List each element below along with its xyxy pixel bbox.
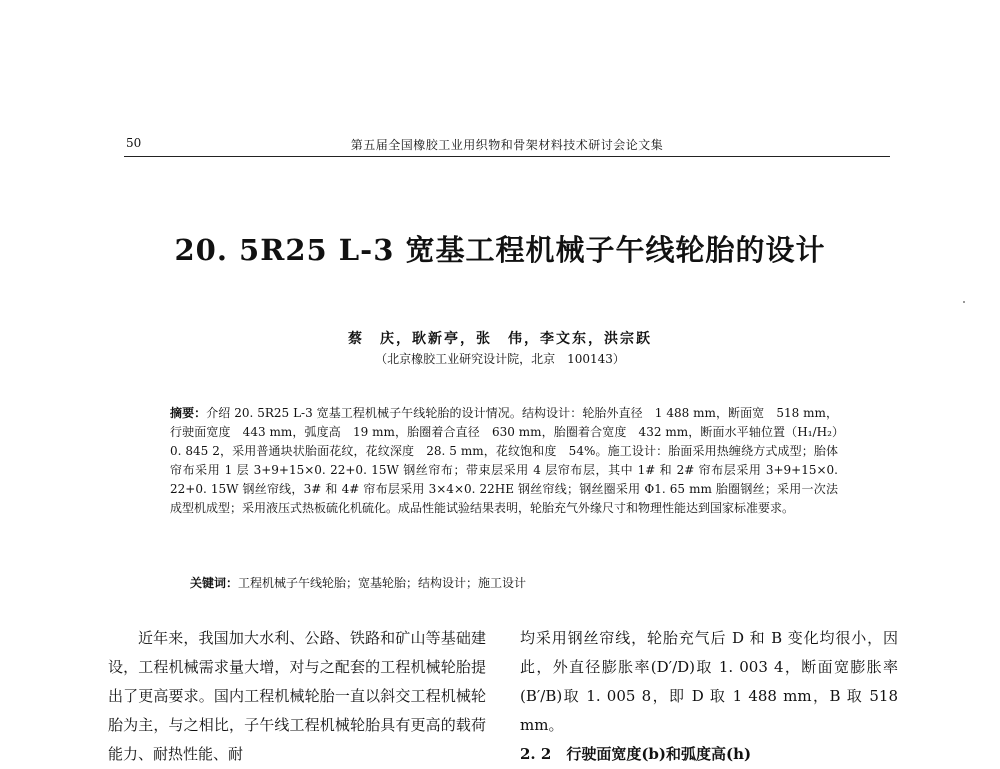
body-column-right bbox=[520, 624, 898, 769]
paper-title: 20. 5R25 L-3 宽基工程机械子午线轮胎的设计 bbox=[174, 233, 826, 267]
body-paragraph-right: 均采用钢丝帘线，轮胎充气后 D 和 B 变化均很小，因此，外直径膨胀率(D′/D)取 1. 003 4，断面宽膨胀率(B′/B)取 1. 005 8，即 D 取 1 488 mm，B 取 518 mm。 bbox=[520, 629, 898, 734]
abstract-text: 介绍 20. 5R25 L-3 宽基工程机械子午线轮胎的设计情况。结构设计：轮胎外直径 1 488 mm，断面宽 518 mm，行驶面宽度 443 mm，弧度高 19 mm，胎圈着合直径 630 mm，胎圈着合宽度 432 mm，断面水平轴位置（H₁/H₂） 0. 845 2，采用普通块状胎面花纹，花纹深度 28. 5 mm，花纹饱和度 54%。施工设计：胎面采用热缠绕方式成型；胎体帘布采用 1 层 3+9+15×0. 22+0. 15W 钢丝帘布；带束层采用 4 层帘布层，其中 1# 和 2# 帘布层采用 3+9+15×0. 22+0. 15W 钢丝帘线，3# 和 4# 帘布层采用 3×4×0. 22HE 钢丝帘线；钢丝圈采用 Φ1. 65 mm 胎圈钢丝；采用一次法成型机成型；采用液压式热板硫化机硫化。成品性能试验结果表明，轮胎充气外缘尺寸和物理性能达到国家标准要求。 bbox=[170, 406, 851, 515]
keywords-text: 工程机械子午线轮胎；宽基轮胎；结构设计；施工设计 bbox=[238, 576, 527, 590]
abstract-label: 摘要： bbox=[170, 406, 207, 420]
header-rule bbox=[124, 156, 890, 157]
affiliation: （北京橡胶工业研究设计院，北京 100143） bbox=[375, 352, 625, 366]
keywords bbox=[190, 574, 838, 593]
subsection-heading: 2. 2 行驶面宽度(b)和弧度高(h) bbox=[520, 745, 752, 763]
authors: 蔡 庆，耿新亭，张 伟，李文东，洪宗跃 bbox=[348, 331, 652, 347]
page-number: 50 bbox=[126, 136, 142, 150]
body-column-left bbox=[108, 624, 486, 769]
abstract bbox=[170, 404, 851, 518]
scan-mark bbox=[963, 301, 965, 303]
running-header bbox=[124, 132, 890, 154]
body-paragraph-left: 近年来，我国加大水利、公路、铁路和矿山等基础建设，工程机械需求量大增，对与之配套的工程机械轮胎提出了更高要求。国内工程机械轮胎一直以斜交工程机械轮胎为主，与之相比，子午线工程机械轮胎具有更高的载荷能力、耐热性能、耐 bbox=[108, 629, 486, 763]
keywords-label: 关键词： bbox=[190, 576, 239, 590]
running-title: 第五届全国橡胶工业用织物和骨架材料技术研讨会论文集 bbox=[350, 138, 664, 152]
